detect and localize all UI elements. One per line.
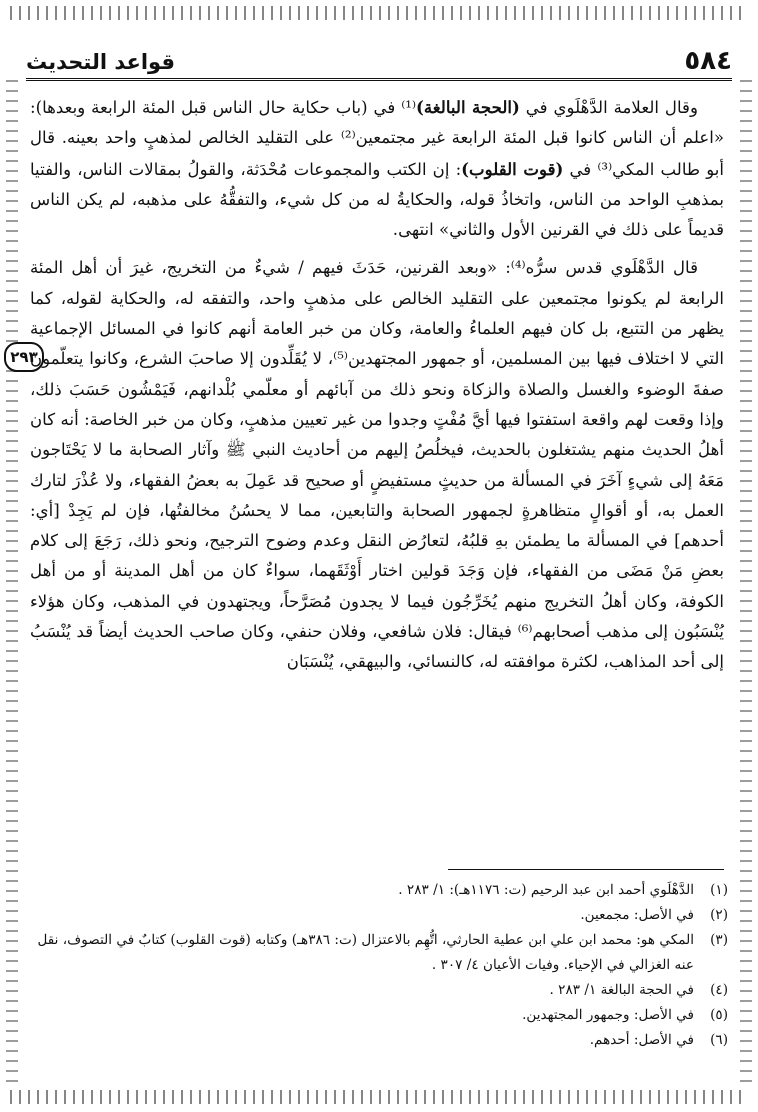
book-title-hujja: (الحجة البالغة) [416,97,520,117]
ornamental-border-left [6,80,18,1082]
footnotes [30,878,728,1053]
paragraph-1-part-e: : إن الكتب والمجموعات مُحْدَثة، والقولُ بمقالات الناس، والفتيا بمذهبِ الواحد من الناس، واتخاذُ قوله، والحكايةُ له من كل شيء، والتفقُّهُ على مذهبه، لم يكن الناس قديماً على ذلك في القرنين الأول والثاني» انتهى. [30,159,724,240]
margin-page-marker: ٢٩٣ [4,342,44,372]
footnote-number: (٣) [710,932,728,948]
footnote [30,903,728,928]
page-header [26,38,732,81]
footnote-number: (٦) [710,1032,728,1048]
book-title-qut: (قوت القلوب) [461,158,564,179]
ornamental-border-right [740,80,752,1082]
ornamental-border-bottom [10,1090,748,1104]
page-number: ٥٨٤ [684,46,732,76]
paragraph-1 [30,92,724,245]
footnote [30,978,728,1003]
footnote-text: في الأصل: مجمعين. [580,907,694,923]
footnote-text: في الأصل: وجمهور المجتهدين. [522,1007,694,1023]
footnote-number: (٢) [710,907,728,923]
paragraph-1-part-a: وقال العلامة الدَّهْلَوي في [519,98,698,117]
footnote [30,1003,728,1028]
footnote [30,1028,728,1053]
footnote-number: (٥) [710,1007,728,1023]
footnote [30,878,728,903]
footnote-separator [448,869,724,870]
paragraph-1-part-c: ⁽¹⁾ في (باب حكاية حال الناس قبل المئة الرابعة وبعدها): «اعلم أن الناس كانوا قبل المئة الرابعة غير مجتمعين⁽²⁾ على التقليد الخالص لمذهبٍ واحد بعينه. قال أبو طالب المكي⁽³⁾ في [30,98,725,179]
main-text [30,92,724,678]
footnote-number: (٤) [710,982,728,998]
paragraph-2: قال الدَّهْلَوي قدس سرُّه⁽⁴⁾: «وبعد القرنين، حَدَثَ فيهم / شيءٌ من التخريج، غيرَ أن أهل المئة الرابعة لم يكونوا مجتمعين على التقليد الخالص على مذهبٍ واحد، والتفقه له، والحكاية لقوله، كما يظهر من التتبع، بل كان فيهم العلماءُ والعامة، وكان من خبر العامة أنهم كانوا في المسائل الإجماعية التي لا اختلاف فيها بين المسلمين، أو جمهور المجتهدين⁽⁵⁾، لا يُقَلِّدون إلا صاحبَ الشرع، وكانوا يتعلّمون صفةَ الوضوء والغسل والصلاة والزكاة ونحو ذلك من آبائهم أو معلّمي بُلْدانهم، فَيَمْشُون حَسَبَ ذلك، وإذا وقعت لهم واقعة استفتوا فيها أيَّ مُفْتٍ وجدوا من غير تعيين مذهبٍ، وكان من خبر الخاصة: أنه كان أهلُ الحديث منهم يشتغلون بالحديث، فيخلُصُ إليهم من أحاديث النبي ﷺ وآثار الصحابة ما لا يَحْتَاجون مَعَهُ إلى شيءٍ آخَرَ في المسألة من حديثٍ مستفيضٍ أو صحيح قد عَمِلَ به بعضُ الفقهاء، ولا عُذْرَ لتارك العمل به، أو أقوالٍ متظاهرةٍ لجمهور الصحابة والتابعين، مما لا يحسُنُ مخالفتُها، فإن لم يَجِدْ [أي: أحدهم] في المسألة ما يطمئن بهِ قلبُهُ، لتعارُض النقل وعدم وضوح الترجيح، ونحو ذلك، رَجَعَ إلى كلام بعضِ مَنْ مَضَى من الفقهاء، فإن وَجَدَ قولين اختار أَوْثَقَهما، سواءٌ كان من أهل المدينة أو من أهل الكوفة، وكان أهلُ التخريج منهم يُخَرِّجُون فيما لا يجدون مُصَرَّحاً، ويجتهدون في المذهب، وكان هؤلاء يُنْسَبُون إلى مذهب أصحابهم⁽⁶⁾ فيقال: فلان شافعي، وفلان حنفي، وكان صاحب الحديث أيضاً قد يُنْسَبُ إلى أحد المذاهب، لكثرة موافقته له، كالنسائي، والبيهقي، يُنْسَبَان [30,258,725,672]
footnote-number: (١) [710,882,728,898]
ornamental-border-top [10,6,748,20]
footnote-text: الدَّهْلَوي أحمد ابن عبد الرحيم (ت: ١١٧٦هـ): ١/ ٢٨٣ . [398,882,694,898]
footnote [30,928,728,978]
footnote-text: في الحجة البالغة ١/ ٢٨٣ . [549,982,694,998]
footnote-text: المكي هو: محمد ابن علي ابن عطية الحارثي، اتُّهِم بالاعتزال (ت: ٣٨٦هـ) وكتابه (قوت القلوب) كتابٌ في التصوف، نقل عنه الغزالي في الإحياء. وفيات الأعيان ٤/ ٣٠٧ . [37,932,694,973]
running-title: قواعد التحديث [26,50,175,74]
footnote-text: في الأصل: أحدهم. [589,1032,694,1048]
